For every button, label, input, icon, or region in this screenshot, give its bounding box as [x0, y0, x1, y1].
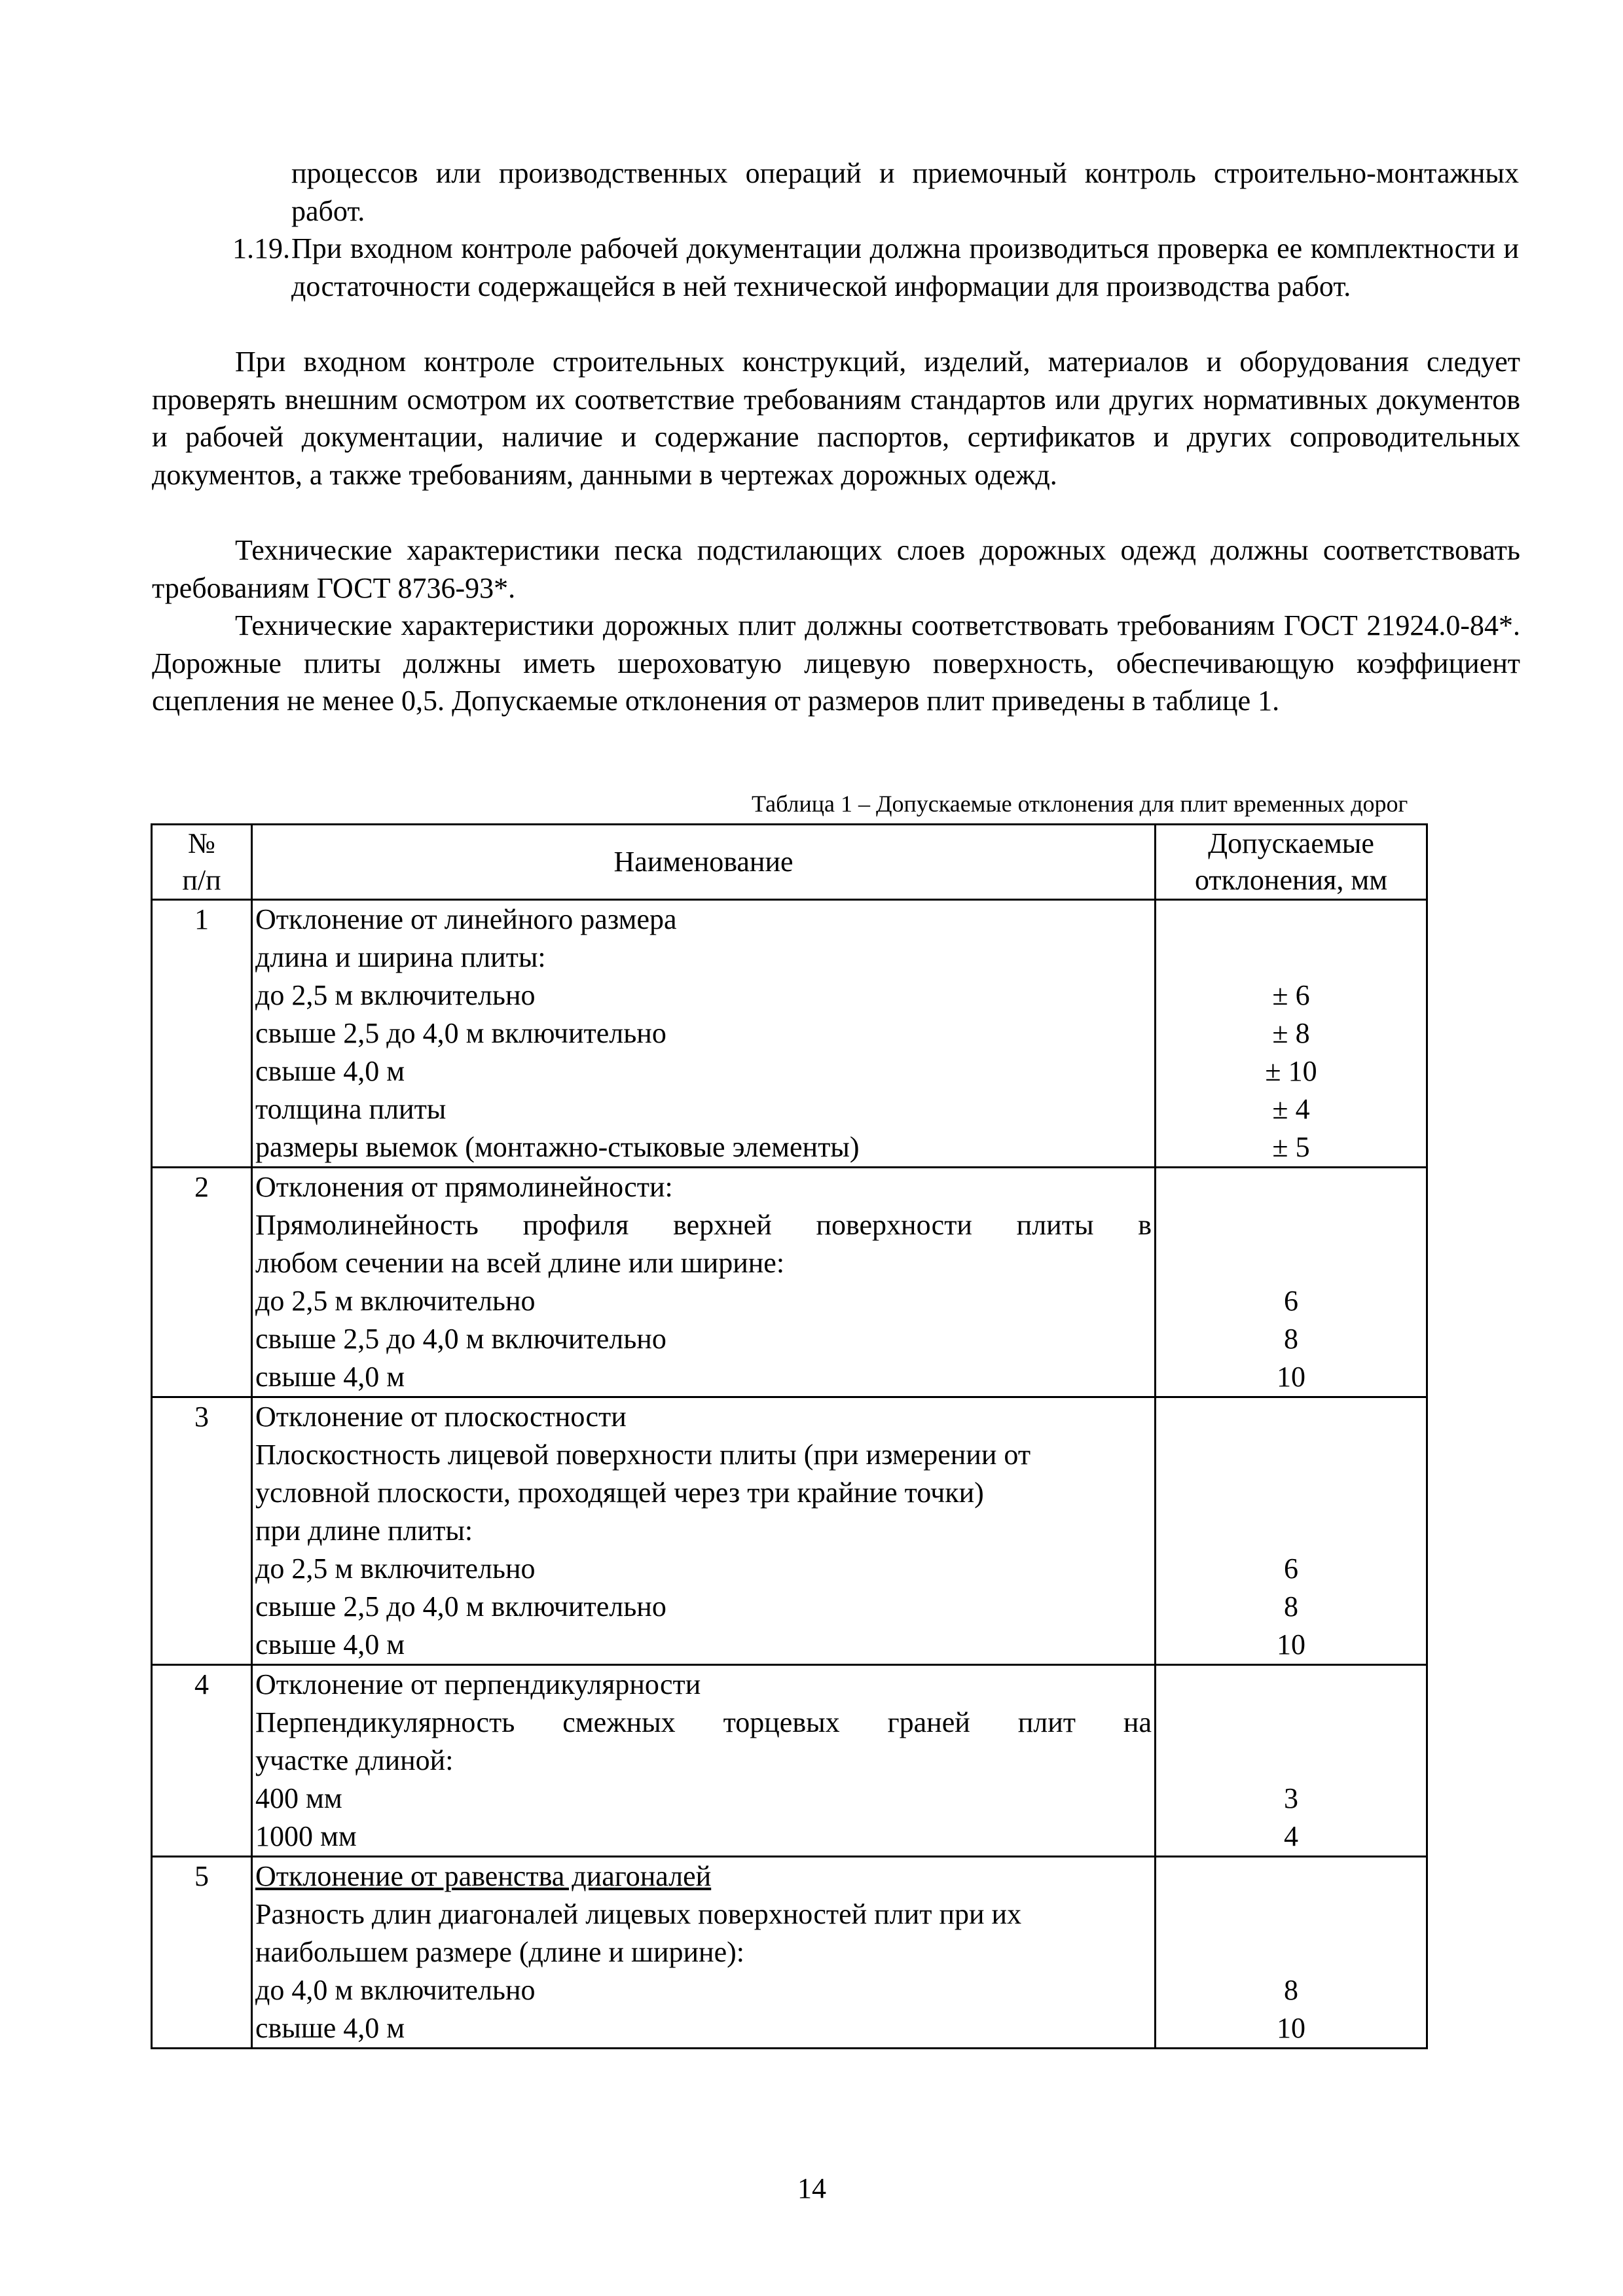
deviation-value: [1159, 901, 1423, 939]
description-line: Отклонение от плоскостности: [255, 1401, 627, 1433]
item-1-19-text: При входном контроле рабочей документации должна производиться проверка ее комплектности и достаточности содержащейся в ней технической информации для производства работ.: [291, 232, 1519, 302]
description-line: Перпендикулярность смежных торцевых граней плит на: [255, 1706, 1152, 1738]
deviation-value: [1159, 1857, 1423, 1895]
row-values: [1156, 1397, 1427, 1665]
description-line: 1000 мм: [255, 1820, 357, 1852]
table-row: [152, 1857, 1427, 2049]
description-line: любом сечении на всей длине или ширине:: [255, 1247, 785, 1279]
deviation-value: [1159, 1666, 1423, 1704]
deviation-value: 10: [1277, 1361, 1305, 1393]
deviation-value: [1159, 1895, 1423, 1933]
table-row: [152, 900, 1427, 1168]
table-caption: Таблица 1 – Допускаемые отклонения для плит временных дорог: [752, 791, 1408, 817]
deviation-value: [1159, 939, 1423, 977]
description-line: до 2,5 м включительно: [255, 1552, 536, 1585]
row-number: 4: [152, 1665, 252, 1857]
deviation-value: ± 5: [1272, 1131, 1310, 1163]
deviation-value: [1159, 1398, 1423, 1436]
deviation-value: ± 8: [1272, 1017, 1310, 1049]
description-line: Отклонение от линейного размера: [255, 903, 677, 935]
description-line: свыше 4,0 м: [255, 2012, 405, 2044]
row-values: [1156, 1665, 1427, 1857]
deviation-value: [1159, 1742, 1423, 1780]
description-line: 400 мм: [255, 1782, 342, 1814]
row-description: [252, 1857, 1156, 2049]
row-description: [252, 1397, 1156, 1665]
description-line: свыше 4,0 м: [255, 1055, 405, 1087]
description-line: до 2,5 м включительно: [255, 979, 536, 1011]
header-name: Наименование: [252, 825, 1156, 900]
description-line: Отклонение от перпендикулярности: [255, 1668, 701, 1700]
deviation-value: [1159, 1474, 1423, 1512]
table-row: [152, 1168, 1427, 1397]
deviation-value: 8: [1284, 1323, 1298, 1355]
description-line: толщина плиты: [255, 1093, 447, 1125]
deviation-value: 6: [1284, 1285, 1298, 1317]
row-description: [252, 1168, 1156, 1397]
page-number: 14: [797, 2172, 826, 2204]
paragraph-plate-requirements: Технические характеристики дорожных плит должны соответствовать требованиям ГОСТ 21924.0-84*. Дорожные плиты должны иметь шероховатую лицевую поверхность, обеспечивающую коэффициент сцепления не менее 0,5. Допускаемые отклонения от размеров плит приведены в таблице 1.: [152, 609, 1520, 717]
row-description: [252, 1665, 1156, 1857]
row-values: [1156, 900, 1427, 1168]
deviation-value: 4: [1284, 1820, 1298, 1852]
description-line: свыше 2,5 до 4,0 м включительно: [255, 1590, 666, 1623]
header-number: № п/п: [152, 825, 252, 900]
description-line: Разность длин диагоналей лицевых поверхностей плит при их: [255, 1898, 1022, 1930]
deviation-value: [1159, 1436, 1423, 1474]
deviation-value: ± 4: [1272, 1093, 1310, 1125]
description-line: наибольшем размере (длине и ширине):: [255, 1936, 744, 1968]
header-deviations: Допускаемые отклонения, мм: [1156, 825, 1427, 900]
row-number: 3: [152, 1397, 252, 1665]
deviation-value: 10: [1277, 1628, 1305, 1660]
description-line: длина и ширина плиты:: [255, 941, 546, 973]
deviation-value: [1159, 1206, 1423, 1244]
deviation-value: 8: [1284, 1974, 1298, 2006]
paragraph-incoming-control: При входном контроле строительных конструкций, изделий, материалов и оборудования следует проверять внешним осмотром их соответствие требованиям стандартов или других нормативных документов и рабочей документации, наличие и содержание паспортов, сертификатов и других сопроводительных документов, а также требованиям, данными в чертежах дорожных одежд.: [152, 346, 1520, 491]
table-row: [152, 1397, 1427, 1665]
row-values: [1156, 1168, 1427, 1397]
table-header-row: [152, 825, 1427, 900]
deviation-value: 10: [1277, 2012, 1305, 2044]
deviation-value: [1159, 1704, 1423, 1742]
description-line: до 2,5 м включительно: [255, 1285, 536, 1317]
deviation-value: 8: [1284, 1590, 1298, 1623]
deviation-value: [1159, 1512, 1423, 1550]
description-line: Отклонения от прямолинейности:: [255, 1171, 673, 1203]
description-line: Плоскостность лицевой поверхности плиты (при измерении от: [255, 1439, 1031, 1471]
row-values: [1156, 1857, 1427, 2049]
deviation-value: [1159, 1244, 1423, 1282]
row-description: [252, 900, 1156, 1168]
item-number: 1.19.: [232, 232, 290, 264]
deviation-value: [1159, 1168, 1423, 1206]
deviations-table: [151, 823, 1428, 2049]
deviation-value: ± 6: [1272, 979, 1310, 1011]
description-line: Отклонение от равенства диагоналей: [255, 1860, 712, 1892]
description-line: Прямолинейность профиля верхней поверхности плиты в: [255, 1209, 1152, 1241]
deviation-value: [1159, 1933, 1423, 1971]
description-line: участке длиной:: [255, 1744, 454, 1776]
row-number: 2: [152, 1168, 252, 1397]
description-line: свыше 4,0 м: [255, 1361, 405, 1393]
description-line: свыше 4,0 м: [255, 1628, 405, 1660]
table-row: [152, 1665, 1427, 1857]
deviation-value: 6: [1284, 1552, 1298, 1585]
description-line: при длине плиты:: [255, 1515, 473, 1547]
description-line: свыше 2,5 до 4,0 м включительно: [255, 1323, 666, 1355]
deviation-value: ± 10: [1265, 1055, 1317, 1087]
description-line: до 4,0 м включительно: [255, 1974, 536, 2006]
deviation-value: 3: [1284, 1782, 1298, 1814]
row-number: 1: [152, 900, 252, 1168]
description-line: свыше 2,5 до 4,0 м включительно: [255, 1017, 666, 1049]
description-line: условной плоскости, проходящей через три крайние точки): [255, 1477, 984, 1509]
paragraph-sand-requirements: Технические характеристики песка подстилающих слоев дорожных одежд должны соответствовать требованиям ГОСТ 8736-93*.: [152, 534, 1520, 604]
row-number: 5: [152, 1857, 252, 2049]
paragraph-continuation: процессов или производственных операций и приемочный контроль строительно-монтажных работ.: [291, 157, 1519, 227]
description-line: размеры выемок (монтажно-стыковые элементы): [255, 1131, 860, 1163]
